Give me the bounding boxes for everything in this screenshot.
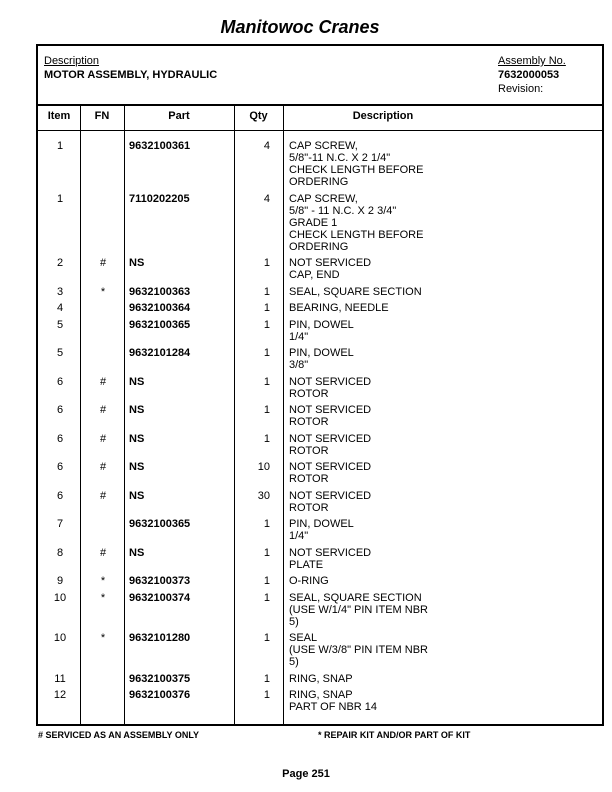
- description-line: 1/4": [289, 530, 309, 542]
- description-cell: [289, 193, 599, 253]
- fn-cell: #: [99, 257, 107, 269]
- description-cell: [289, 302, 599, 314]
- description-line: BEARING, NEEDLE: [289, 302, 389, 314]
- description-line: NOT SERVICED: [289, 257, 372, 269]
- quantity-cell: 1: [263, 689, 270, 701]
- fn-cell: #: [99, 547, 107, 559]
- part-number-cell: 9632101284: [129, 347, 191, 359]
- description-line: (USE W/1/4" PIN ITEM NBR: [289, 604, 428, 616]
- fn-cell: #: [99, 433, 107, 445]
- fn-cell: *: [100, 575, 106, 587]
- item-cell: 10: [53, 632, 67, 644]
- part-number-cell: 9632100365: [129, 319, 191, 331]
- quantity-cell: 1: [263, 632, 270, 644]
- part-number-cell: 7110202205: [129, 193, 190, 205]
- description-cell: [289, 632, 599, 668]
- item-cell: 6: [56, 433, 64, 445]
- item-cell: 3: [56, 286, 64, 298]
- description-label: Description: [44, 55, 100, 67]
- description-line: ORDERING: [289, 176, 349, 188]
- description-cell: [289, 547, 599, 571]
- item-cell: 6: [56, 461, 64, 473]
- quantity-cell: 10: [257, 461, 270, 473]
- part-number-cell: NS: [129, 404, 145, 416]
- part-number-cell: 9632100363: [129, 286, 191, 298]
- description-line: PIN, DOWEL: [289, 347, 354, 359]
- description-cell: [289, 518, 599, 542]
- quantity-cell: 1: [263, 404, 270, 416]
- item-cell: 5: [56, 319, 64, 331]
- description-cell: [289, 461, 599, 485]
- item-cell: 10: [53, 592, 67, 604]
- quantity-cell: 1: [263, 592, 270, 604]
- description-line: 5/8"-11 N.C. X 2 1/4": [289, 152, 391, 164]
- description-line: O-RING: [289, 575, 329, 587]
- description-cell: [289, 347, 599, 371]
- description-cell: [289, 376, 599, 400]
- item-cell: 6: [56, 404, 64, 416]
- description-cell: [289, 575, 599, 587]
- description-line: 5): [289, 656, 299, 668]
- description-line: CAP SCREW,: [289, 140, 358, 152]
- quantity-cell: 4: [263, 140, 270, 152]
- description-line: ROTOR: [289, 473, 329, 485]
- description-line: ROTOR: [289, 502, 329, 514]
- description-line: SEAL, SQUARE SECTION: [289, 592, 422, 604]
- description-line: NOT SERVICED: [289, 547, 372, 559]
- description-cell: [289, 140, 599, 188]
- part-number-cell: 9632100361: [129, 140, 191, 152]
- fn-cell: *: [100, 592, 106, 604]
- revision-label: Revision:: [498, 83, 544, 95]
- part-number-cell: 9632100376: [129, 689, 191, 701]
- quantity-cell: 1: [263, 286, 270, 298]
- column-header-item: Item: [47, 110, 71, 122]
- description-line: CHECK LENGTH BEFORE: [289, 229, 424, 241]
- part-number-cell: NS: [129, 461, 145, 473]
- page-title: Manitowoc Cranes: [220, 17, 380, 37]
- quantity-cell: 1: [263, 518, 270, 530]
- description-line: GRADE 1: [289, 217, 338, 229]
- description-line: ROTOR: [289, 388, 329, 400]
- description-line: 3/8": [289, 359, 309, 371]
- part-number-cell: 9632101280: [129, 632, 191, 644]
- item-cell: 12: [53, 689, 67, 701]
- description-cell: [289, 592, 599, 628]
- description-cell: [289, 490, 599, 514]
- quantity-cell: 1: [263, 673, 270, 685]
- part-number-cell: 9632100374: [129, 592, 191, 604]
- quantity-cell: 1: [263, 433, 270, 445]
- part-number-cell: NS: [129, 547, 145, 559]
- fn-cell: #: [99, 490, 107, 502]
- quantity-cell: 4: [263, 193, 270, 205]
- description-line: CHECK LENGTH BEFORE: [289, 164, 424, 176]
- part-number-cell: NS: [129, 433, 145, 445]
- quantity-cell: 1: [263, 319, 270, 331]
- description-cell: [289, 257, 599, 281]
- quantity-cell: 1: [263, 575, 270, 587]
- description-line: ROTOR: [289, 416, 329, 428]
- quantity-cell: 1: [263, 376, 270, 388]
- item-cell: 1: [56, 140, 64, 152]
- column-header-part: Part: [168, 110, 190, 122]
- quantity-cell: 1: [263, 302, 270, 314]
- description-cell: [289, 319, 599, 343]
- parts-table: [36, 44, 604, 726]
- description-cell: [289, 673, 599, 685]
- fn-cell: *: [100, 286, 106, 298]
- fn-cell: *: [100, 632, 106, 644]
- quantity-cell: 1: [263, 547, 270, 559]
- description-line: SEAL, SQUARE SECTION: [289, 286, 422, 298]
- description-line: RING, SNAP: [289, 689, 353, 701]
- assembly-value: 7632000053: [498, 69, 560, 81]
- table-body: [38, 46, 602, 724]
- description-cell: [289, 404, 599, 428]
- page-number: Page 251: [282, 768, 330, 780]
- description-line: PART OF NBR 14: [289, 701, 378, 713]
- quantity-cell: 30: [257, 490, 270, 502]
- item-cell: 4: [56, 302, 64, 314]
- item-cell: 6: [56, 376, 64, 388]
- description-value: MOTOR ASSEMBLY, HYDRAULIC: [44, 69, 218, 81]
- item-cell: 8: [56, 547, 64, 559]
- footnote-serviced-assembly: # SERVICED AS AN ASSEMBLY ONLY: [38, 730, 200, 740]
- description-cell: [289, 286, 599, 298]
- column-header-description: Description: [352, 110, 414, 122]
- description-cell: [289, 433, 599, 457]
- description-line: NOT SERVICED: [289, 404, 372, 416]
- description-line: NOT SERVICED: [289, 433, 372, 445]
- footnote-repair-kit: * REPAIR KIT AND/OR PART OF KIT: [318, 730, 471, 740]
- description-line: NOT SERVICED: [289, 461, 372, 473]
- fn-cell: #: [99, 376, 107, 388]
- description-line: PIN, DOWEL: [289, 518, 354, 530]
- fn-cell: #: [99, 404, 107, 416]
- description-line: ORDERING: [289, 241, 349, 253]
- item-cell: 5: [56, 347, 64, 359]
- column-header-fn: FN: [94, 110, 110, 122]
- description-line: (USE W/3/8" PIN ITEM NBR: [289, 644, 428, 656]
- description-line: CAP, END: [289, 269, 340, 281]
- item-cell: 11: [54, 673, 66, 685]
- item-cell: 6: [56, 490, 64, 502]
- assembly-label: Assembly No.: [498, 55, 566, 67]
- item-cell: 2: [56, 257, 64, 269]
- part-number-cell: 9632100364: [129, 302, 191, 314]
- part-number-cell: 9632100365: [129, 518, 191, 530]
- part-number-cell: NS: [129, 376, 145, 388]
- part-number-cell: 9632100375: [129, 673, 191, 685]
- quantity-cell: 1: [263, 347, 270, 359]
- description-line: NOT SERVICED: [289, 376, 372, 388]
- description-line: RING, SNAP: [289, 673, 353, 685]
- description-cell: [289, 689, 599, 713]
- description-line: CAP SCREW,: [289, 193, 358, 205]
- description-line: ROTOR: [289, 445, 329, 457]
- description-line: 5): [289, 616, 299, 628]
- item-cell: 7: [56, 518, 64, 530]
- quantity-cell: 1: [263, 257, 270, 269]
- description-line: NOT SERVICED: [289, 490, 372, 502]
- description-line: PIN, DOWEL: [289, 319, 354, 331]
- description-line: 1/4": [289, 331, 309, 343]
- item-cell: 1: [56, 193, 64, 205]
- description-line: SEAL: [289, 632, 318, 644]
- description-line: PLATE: [289, 559, 324, 571]
- description-line: 5/8" - 11 N.C. X 2 3/4": [289, 205, 397, 217]
- column-header-qty: Qty: [249, 110, 268, 122]
- item-cell: 9: [56, 575, 64, 587]
- part-number-cell: NS: [129, 490, 145, 502]
- part-number-cell: 9632100373: [129, 575, 191, 587]
- part-number-cell: NS: [129, 257, 145, 269]
- fn-cell: #: [99, 461, 107, 473]
